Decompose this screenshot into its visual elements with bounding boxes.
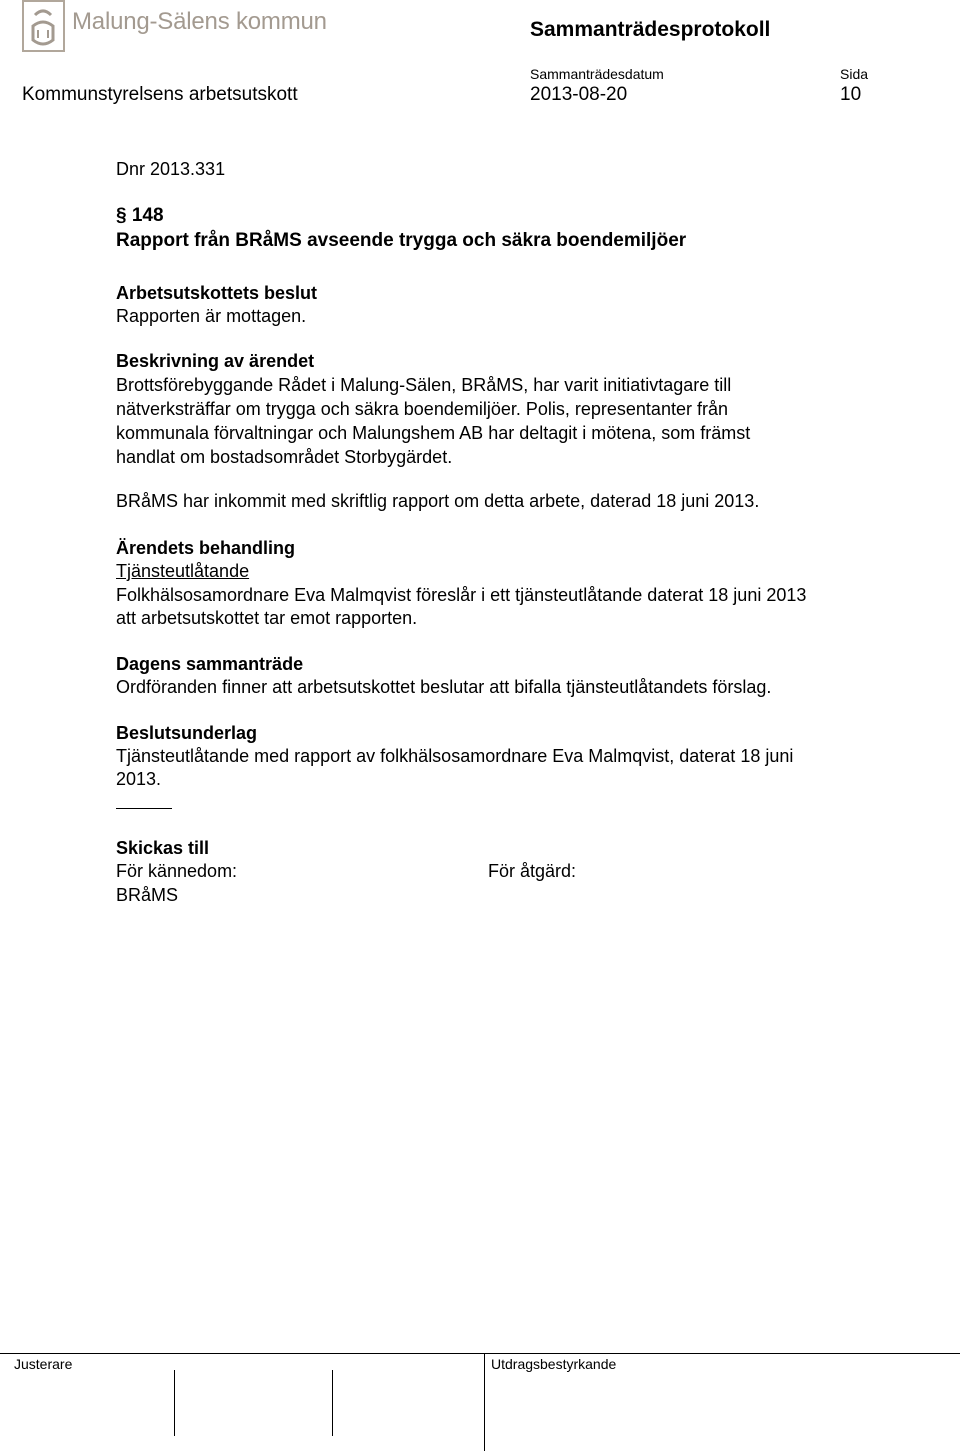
- footer-divider: [484, 1353, 485, 1451]
- municipality-logo: [22, 0, 327, 58]
- section-symbol: §: [116, 205, 127, 226]
- handling-subheading: Tjänsteutlåtande: [116, 561, 250, 581]
- footer-top-line: [0, 1353, 960, 1354]
- info-label: För kännedom:: [116, 861, 238, 881]
- section-heading: [116, 205, 164, 227]
- horseshoe-emblem-icon: [22, 0, 65, 52]
- signature-box-divider: [332, 1370, 333, 1436]
- page-number: 10: [840, 84, 862, 105]
- signature-box-divider: [174, 1370, 175, 1436]
- handling-line: att arbetsutskottet tar emot rapporten.: [116, 608, 418, 628]
- date-label: Sammanträdesdatum: [530, 66, 664, 82]
- footer-utdragsbestyrkande-label: Utdragsbestyrkande: [491, 1356, 617, 1372]
- case-number: Dnr 2013.331: [116, 159, 226, 179]
- info-recipient: BRåMS: [116, 885, 179, 905]
- action-label: För åtgärd:: [488, 861, 577, 881]
- document-title: Sammanträdesprotokoll: [530, 18, 771, 41]
- description-line: handlat om bostadsområdet Storbygärdet.: [116, 447, 453, 467]
- description-line: nätverksträffar om trygga och säkra boendemiljöer. Polis, representanter från: [116, 399, 728, 419]
- description-line: Brottsförebyggande Rådet i Malung-Sälen, BRåMS, har varit initiativtagare till: [116, 375, 732, 395]
- separator-line: [116, 808, 172, 809]
- basis-line: 2013.: [116, 769, 162, 789]
- description-paragraph: BRåMS har inkommit med skriftlig rapport om detta arbete, daterad 18 juni 2013.: [116, 491, 760, 511]
- basis-heading: Beslutsunderlag: [116, 723, 258, 743]
- handling-heading: Ärendets behandling: [116, 538, 296, 558]
- organ-name: Kommunstyrelsens arbetsutskott: [22, 84, 298, 105]
- meeting-date: 2013-08-20: [530, 84, 628, 105]
- decision-heading: Arbetsutskottets beslut: [116, 283, 318, 303]
- section-number: 148: [131, 205, 164, 226]
- handling-line: Folkhälsosamordnare Eva Malmqvist föreslår i ett tjänsteutlåtande daterat 18 juni 2013: [116, 585, 807, 605]
- description-heading: Beskrivning av ärendet: [116, 351, 315, 371]
- basis-line: Tjänsteutlåtande med rapport av folkhälsosamordnare Eva Malmqvist, daterat 18 juni: [116, 746, 794, 766]
- description-line: kommunala förvaltningar och Malungshem AB har deltagit i mötena, som främst: [116, 423, 751, 443]
- footer-justerare-label: Justerare: [14, 1356, 73, 1372]
- meeting-heading: Dagens sammanträde: [116, 654, 304, 674]
- decision-text: Rapporten är mottagen.: [116, 306, 307, 326]
- page-label: Sida: [840, 66, 869, 82]
- case-title: Rapport från BRåMS avseende trygga och säkra boendemiljöer: [116, 230, 687, 251]
- sent-to-heading: Skickas till: [116, 838, 210, 858]
- meeting-text: Ordföranden finner att arbetsutskottet beslutar att bifalla tjänsteutlåtandets förslag.: [116, 677, 772, 697]
- logo-wordmark: Malung-Sälens kommun: [72, 8, 327, 35]
